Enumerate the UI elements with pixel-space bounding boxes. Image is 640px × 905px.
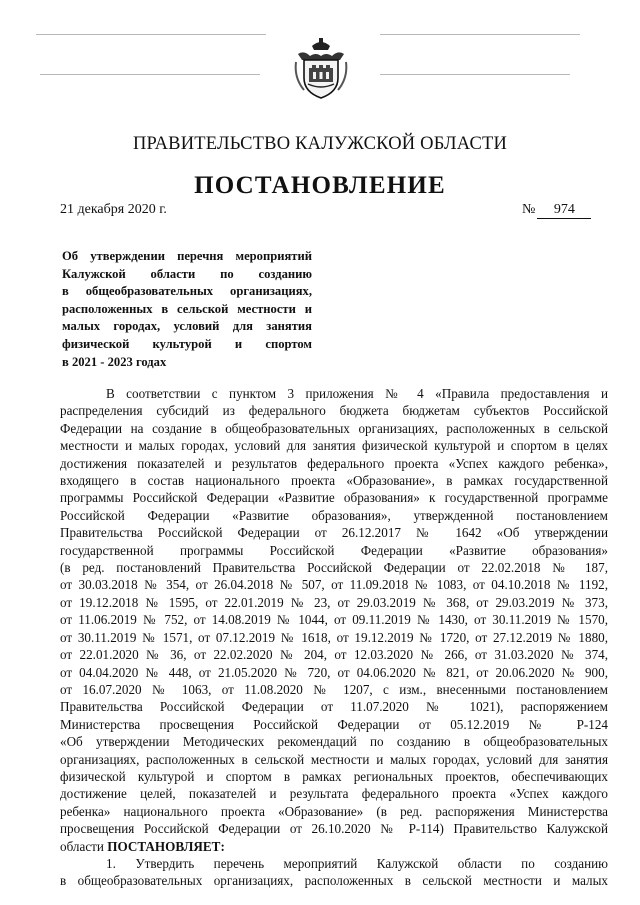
body-line: Правительства Российской Федерации от 11.07.2020 № 1021), распоряжением [60,699,608,715]
body-line: физической культурой и спортом в рамках региональных проектов, обеспечивающих [60,768,608,784]
coat-of-arms-icon [294,38,348,102]
decree-number-block [522,202,591,219]
body-line: организациях, расположенных в сельской местности и малых городах, условий для занятия [60,751,608,767]
subject-line: малых городах, условий для занятия [62,319,312,334]
body-line: распределения субсидий из федерального бюджета бюджетам субъектов Российской [60,403,608,419]
body-line: от 30.03.2018 № 354, от 26.04.2018 № 507, от 11.09.2018 № 1083, от 04.10.2018 № 1192, [60,577,608,593]
decree-subject [62,248,312,371]
scan-artifact-line [36,34,266,35]
body-line: от 30.11.2019 № 1571, от 07.12.2019 № 1618, от 19.12.2019 № 1720, от 27.12.2019 № 1880, [60,629,608,645]
body-line: (в ред. постановлений Правительства Российской Федерации от 22.02.2018 № 187, [60,560,608,576]
body-line: В соответствии с пунктом 3 приложения № 4 «Правила предоставления и [106,386,608,401]
body-line: области [60,838,104,854]
body-line: «Об утверждении Методических рекомендаций по созданию в общеобразовательных [60,734,608,750]
body-line: от 22.01.2020 № 36, от 22.02.2020 № 204, от 12.03.2020 № 266, от 31.03.2020 № 374, [60,647,608,663]
body-line: ребенка» национального проекта «Образование» (в ред. распоряжения Министерства [60,803,608,819]
body-line: программы Российской Федерации «Развитие образования» к государственной программе [60,490,608,506]
body-line: достижения показателей и результатов федерального проекта «Успех каждого ребенка», [60,455,608,471]
body-line: Российской Федерации «Развитие образования», утвержденной постановлением [60,507,608,523]
body-line: Министерства просвещения Российской Федерации от 05.12.2019 № Р-124 [60,716,608,732]
body-line: Правительства Российской Федерации от 26.12.2017 № 1642 «Об утверждении [60,525,608,541]
subject-line: расположенных в сельской местности и [62,301,312,316]
body-line: достижение целей, показателей и результата федерального проекта «Успех каждого [60,786,608,802]
decree-date: 21 декабря 2020 г. [60,202,167,217]
scan-artifact-line [380,34,580,35]
body-line: государственной программы Российской Федерации «Развитие образования» [60,542,608,558]
number-sign: № [522,202,536,217]
body-line: от 16.07.2020 № 1063, от 11.08.2020 № 1207, с изм., внесенными постановлением [60,681,608,697]
scan-artifact-line [380,74,570,75]
subject-line: физической культурой и спортом [62,336,312,351]
body-line: 1. Утвердить перечень мероприятий Калужской области по созданию [106,855,608,871]
subject-line: Об утверждении перечня мероприятий [62,249,312,263]
body-line: от 04.04.2020 № 448, от 21.05.2020 № 720, от 04.06.2020 № 821, от 20.06.2020 № 900, [60,664,608,680]
body-line-with-decree-word [60,838,608,855]
document-type-heading: ПОСТАНОВЛЕНИЕ [194,172,446,199]
subject-line: в общеобразовательных организациях, [62,284,312,299]
body-line: входящего в состав национального проекта «Образование», в рамках государственной [60,473,608,489]
body-line: от 11.06.2019 № 752, от 14.08.2019 № 1044, от 09.11.2019 № 1430, от 30.11.2019 № 1570, [60,612,608,628]
government-title: ПРАВИТЕЛЬСТВО КАЛУЖСКОЙ ОБЛАСТИ [132,134,508,154]
decree-number: 974 [537,202,591,219]
subject-line: в 2021 - 2023 годах [62,354,167,369]
subject-line: Калужской области по созданию [62,266,312,281]
body-line: просвещения Российской Федерации от 26.10.2020 № Р-114) Правительство Калужской [60,821,608,837]
body-line: местности и малых городах, условий для занятия физической культурой и спортом в целях [60,438,608,454]
decree-word: ПОСТАНОВЛЯЕТ: [107,838,225,854]
body-line: в общеобразовательных организациях, расположенных в сельской местности и малых [60,873,608,889]
body-line: Федерации на создание в общеобразовательных организациях, расположенных в сельской [60,420,608,436]
body-line: от 19.12.2018 № 1595, от 22.01.2019 № 23, от 29.03.2019 № 368, от 29.03.2019 № 373, [60,594,608,610]
decree-body [60,385,608,890]
scan-artifact-line [40,74,260,75]
